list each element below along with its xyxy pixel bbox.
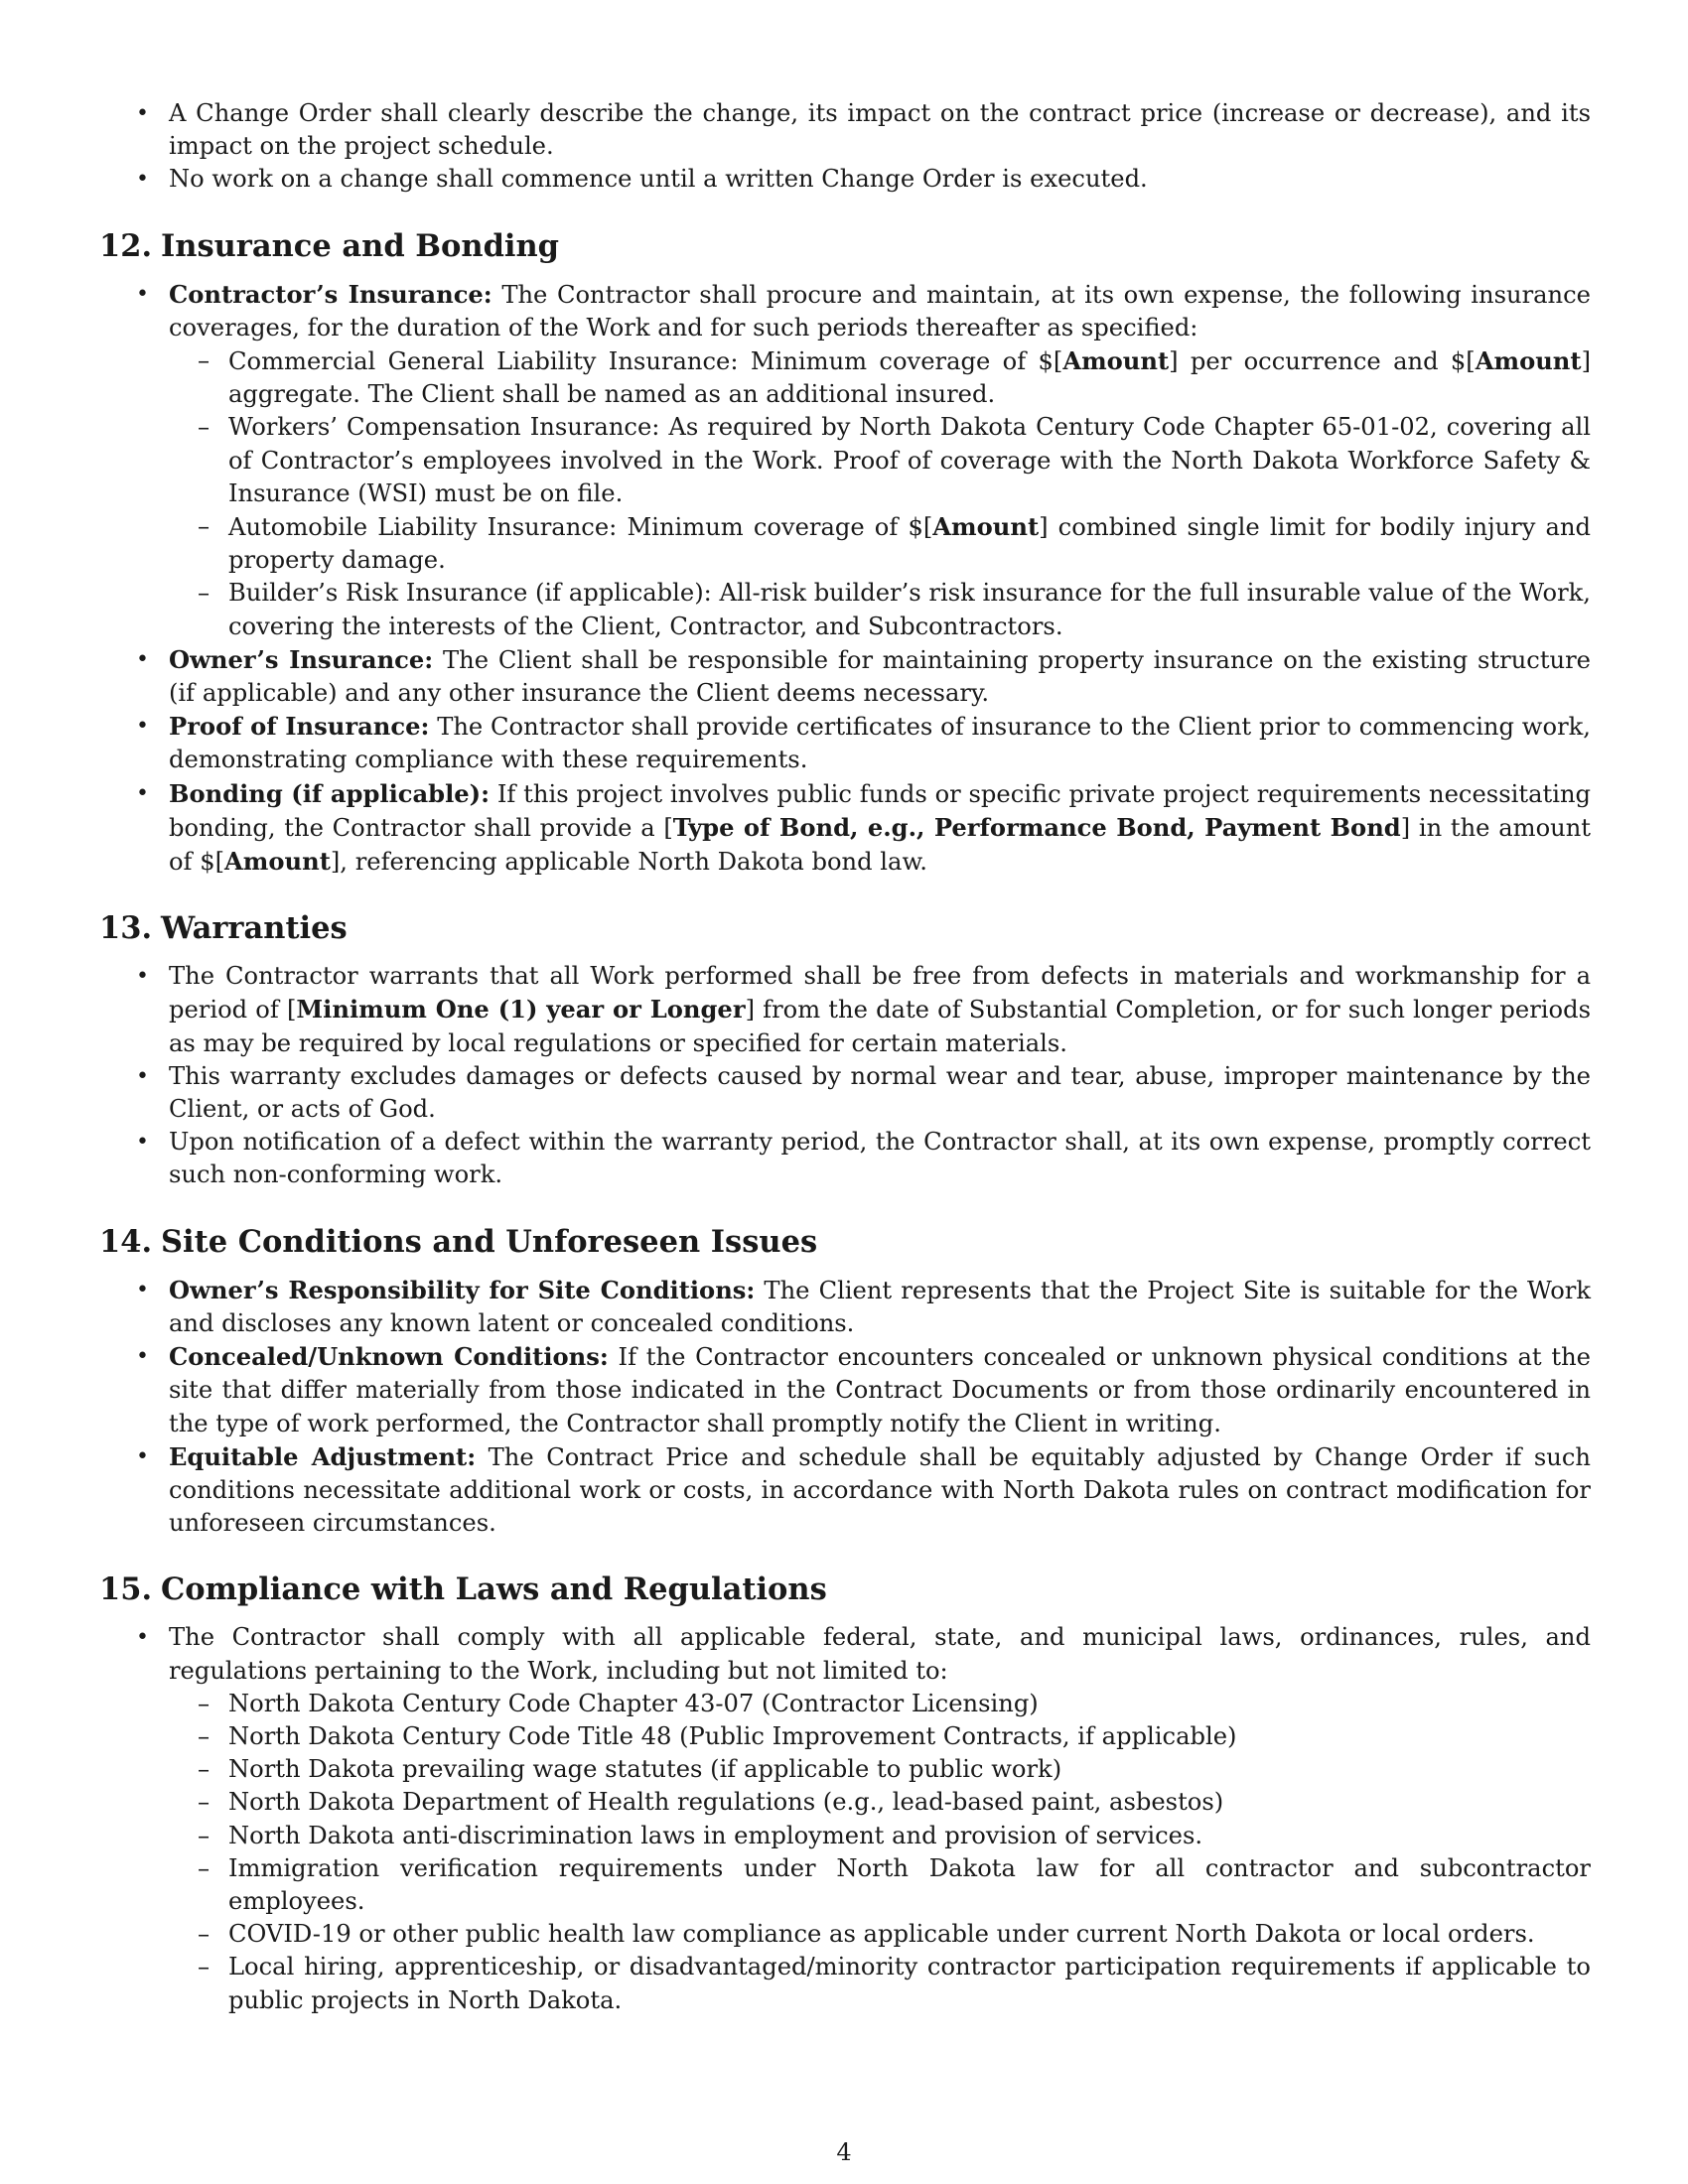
section-number: 15. [99, 1571, 153, 1608]
document-page [99, 97, 1591, 2017]
item-text: Immigration verification requirements under North Dakota law for all contractor and subcontractor employees. [228, 1853, 1591, 1915]
sublist-item [198, 1688, 1591, 1720]
item-label: Contractor’s Insurance: [169, 279, 492, 309]
item-text: The Contract Price and schedule shall be equitably adjusted by Change Order if such conditions necessitate additional work or costs, in accordance with North Dakota rules on contract modification for unforeseen circumstances. [169, 1442, 1591, 1538]
insurance-sublist [198, 344, 1592, 643]
list-item: • No work on a change shall commence until a written Change Order is executed. [99, 163, 1591, 196]
list-item [99, 960, 1591, 1060]
dash-marker: – [198, 1853, 211, 1882]
dash-marker: – [198, 1689, 211, 1717]
list-item [99, 278, 1591, 643]
item-text: ] combined single limit for bodily injury and property damage. [228, 513, 1592, 575]
item-text: Commercial General Liability Insurance: Minimum coverage of $[ [228, 347, 1063, 376]
dash-marker: – [198, 1788, 211, 1817]
sublist-item [198, 1786, 1591, 1819]
item-text: The Contractor shall comply with all applicable federal, state, and municipal laws, ordinances, rules, and regulations pertaining to the Work, including but not limited to: [169, 1623, 1591, 1685]
sublist-item [198, 1951, 1591, 2016]
section-title: Compliance with Laws and Regulations [161, 1571, 827, 1608]
dash-marker: – [198, 1721, 211, 1750]
section-number: 14. [99, 1223, 153, 1260]
item-text: COVID-19 or other public health law compliance as applicable under current North Dakota or local orders. [228, 1920, 1535, 1949]
section-title: Warranties [161, 910, 348, 947]
item-text: North Dakota anti-discrimination laws in employment and provision of services. [228, 1821, 1203, 1849]
item-text: The Client represents that the Project Site is suitable for the Work and discloses any known latent or concealed conditions. [169, 1276, 1591, 1337]
dash-marker: – [198, 413, 211, 442]
list-item: • A Change Order shall clearly describe the change, its impact on the contract price (increase or decrease), and its impact on the project schedule. [99, 97, 1591, 163]
section-title: Site Conditions and Unforeseen Issues [161, 1223, 818, 1260]
amount-placeholder: Amount [224, 847, 331, 877]
sublist-item [198, 411, 1591, 510]
section-heading-site-conditions [99, 1222, 1591, 1262]
section-number: 13. [99, 910, 153, 947]
dash-marker: – [198, 1953, 211, 1981]
list-item [99, 777, 1591, 880]
item-label: Concealed/Unknown Conditions: [169, 1342, 609, 1372]
item-text: The Contractor warrants that all Work performed shall be free from defects in materials and workmanship for a period of [ [169, 962, 1591, 1024]
item-text: North Dakota Department of Health regulations (e.g., lead-based paint, asbestos) [228, 1788, 1224, 1817]
item-text: Local hiring, apprenticeship, or disadvantaged/minority contractor participation requirements if applicable to public projects in North Dakota. [228, 1953, 1591, 2014]
item-label: Bonding (if applicable): [169, 778, 491, 808]
item-text: If this project involves public funds or specific private project requirements necessitating bonding, the Contractor shall provide a [ [169, 779, 1592, 842]
bond-type-placeholder: Type of Bond, e.g., Performance Bond, Payment Bond [672, 812, 1401, 842]
warranty-period-placeholder: Minimum One (1) year or Longer [296, 995, 746, 1024]
list-item [99, 643, 1591, 710]
section-heading-warranties [99, 908, 1591, 948]
list-item: • This warranty excludes damages or defects caused by normal wear and tear, abuse, improper maintenance by the Client, or acts of God. [99, 1060, 1591, 1126]
list-item [99, 1274, 1591, 1340]
item-text: ] from the date of Substantial Completion, or for such longer periods as may be required by local regulations or specified for certain materials. [169, 996, 1591, 1057]
item-text: The Client shall be responsible for maintaining property insurance on the existing structure (if applicable) and any other insurance the Client deems necessary. [169, 645, 1591, 708]
dash-marker: – [198, 579, 211, 608]
item-text: Builder’s Risk Insurance (if applicable): All-risk builder’s risk insurance for the full insurable value of the Work, covering the interests of the Client, Contractor, and Subcontractors. [228, 579, 1591, 640]
compliance-sublist [198, 1688, 1591, 2017]
item-label: Proof of Insurance: [169, 712, 430, 742]
list-item: • Upon notification of a defect within the warranty period, the Contractor shall, at its own expense, promptly correct such non-conforming work. [99, 1126, 1591, 1191]
item-text: ] per occurrence and $[ [1169, 347, 1476, 376]
amount-placeholder: Amount [1062, 346, 1170, 376]
item-text: The Contractor shall provide certificates of insurance to the Client prior to commencing work, demonstrating compliance with these requirements. [169, 713, 1591, 774]
sublist-item [198, 1720, 1591, 1753]
insurance-list [99, 278, 1591, 880]
dash-marker: – [198, 1821, 211, 1849]
item-text: North Dakota Century Code Title 48 (Public Improvement Contracts, if applicable) [228, 1721, 1237, 1750]
amount-placeholder: Amount [932, 512, 1040, 542]
item-text: North Dakota Century Code Chapter 43-07 (Contractor Licensing) [228, 1689, 1039, 1717]
section-number: 12. [99, 227, 153, 264]
item-label: Equitable Adjustment: [169, 1441, 477, 1471]
item-text: Automobile Liability Insurance: Minimum coverage of $[ [228, 513, 933, 542]
section-heading-insurance [99, 226, 1591, 266]
item-text: ] in the amount of $[ [169, 813, 1592, 877]
dash-marker: – [198, 346, 211, 375]
compliance-list [99, 1621, 1591, 2016]
section-title: Insurance and Bonding [161, 227, 559, 264]
item-text: Workers’ Compensation Insurance: As required by North Dakota Century Code Chapter 65-01-02, covering all of Contractor’s employees involved in the Work. Proof of coverage with the North Dakota Workforce Safety & Insurance (WSI) must be on file. [228, 413, 1591, 507]
sublist-item [198, 1918, 1591, 1951]
item-text: If the Contractor encounters concealed or unknown physical conditions at the site that differ materially from those indicated in the Contract Documents or from those ordinarily encountered in the type of work performed, the Contractor shall promptly notify the Client in writing. [169, 1343, 1591, 1437]
dash-marker: – [198, 512, 211, 541]
sublist-item [198, 1852, 1591, 1918]
list-item [99, 1440, 1591, 1541]
section-heading-compliance [99, 1570, 1591, 1609]
amount-placeholder: Amount [1475, 346, 1582, 376]
sublist-item [198, 577, 1591, 642]
item-text: ], referencing applicable North Dakota bond law. [330, 848, 927, 877]
dash-marker: – [198, 1755, 211, 1784]
sublist-item [198, 510, 1592, 577]
dash-marker: – [198, 1920, 211, 1949]
change-order-list [99, 97, 1591, 197]
page-number: 4 [836, 2138, 852, 2166]
warranties-list [99, 960, 1591, 1191]
item-text: North Dakota prevailing wage statutes (if applicable to public work) [228, 1755, 1062, 1784]
item-text: ] aggregate. The Client shall be named as an additional insured. [228, 347, 1591, 409]
list-item [99, 1340, 1591, 1440]
list-item [99, 1621, 1591, 2016]
sublist-item [198, 344, 1591, 411]
item-text: The Contractor shall procure and maintain, at its own expense, the following insurance coverages, for the duration of the Work and for such periods thereafter as specified: [169, 280, 1591, 341]
sublist-item [198, 1753, 1591, 1786]
item-label: Owner’s Responsibility for Site Conditions: [169, 1275, 756, 1304]
site-conditions-list [99, 1274, 1591, 1541]
item-label: Owner’s Insurance: [169, 644, 434, 674]
sublist-item [198, 1820, 1591, 1852]
list-item [99, 710, 1591, 776]
